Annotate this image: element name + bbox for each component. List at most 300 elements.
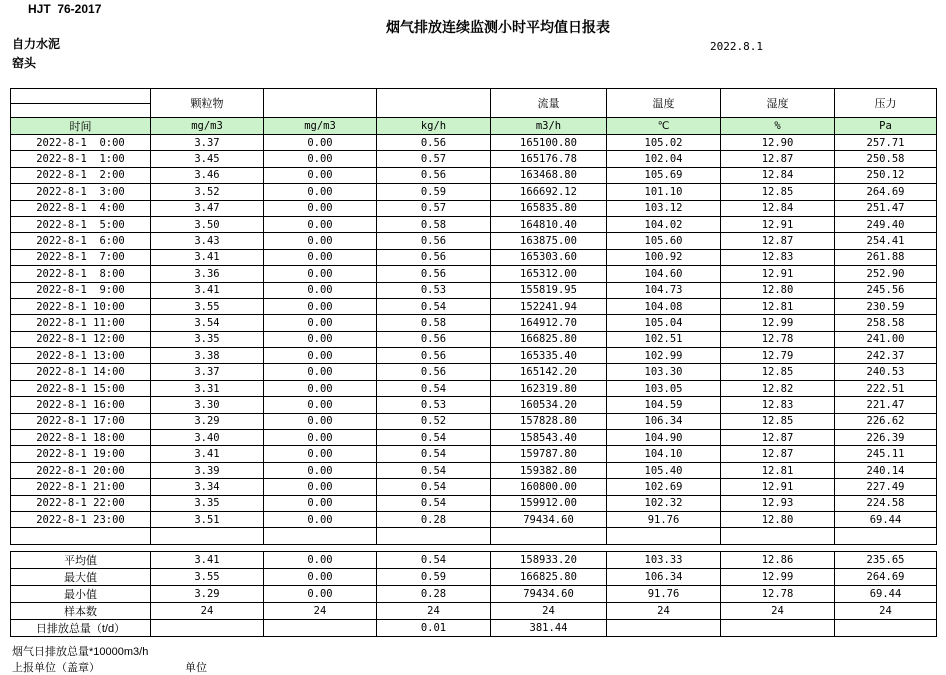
- value-cell: 12.80: [721, 282, 835, 298]
- header-time: 时间: [11, 118, 151, 135]
- value-cell: 0.59: [377, 184, 491, 200]
- table-row: [11, 619, 937, 636]
- summary-rows-body: [11, 551, 937, 636]
- value-cell: 3.50: [151, 216, 264, 232]
- value-cell: 0.00: [264, 568, 377, 585]
- empty-row: [11, 528, 937, 544]
- main-data-table: [10, 88, 937, 545]
- value-cell: 240.14: [835, 462, 937, 478]
- value-cell: 164912.70: [491, 315, 607, 331]
- value-cell: 105.02: [607, 135, 721, 151]
- value-cell: 0.00: [264, 495, 377, 511]
- row-label-cell: 2022-8-1 13:00: [11, 348, 151, 364]
- value-cell: 101.10: [607, 184, 721, 200]
- table-row: [11, 462, 937, 478]
- value-cell: 105.69: [607, 167, 721, 183]
- table-row: [11, 216, 937, 232]
- company-name: 自力水泥: [12, 37, 61, 51]
- value-cell: 164810.40: [491, 216, 607, 232]
- value-cell: 3.35: [151, 495, 264, 511]
- value-cell: 79434.60: [491, 585, 607, 602]
- table-row: [11, 167, 937, 183]
- value-cell: 104.73: [607, 282, 721, 298]
- value-cell: 230.59: [835, 298, 937, 314]
- value-cell: 106.34: [607, 413, 721, 429]
- value-cell: 24: [264, 602, 377, 619]
- row-label-cell: 2022-8-1 17:00: [11, 413, 151, 429]
- value-cell: 0.00: [264, 348, 377, 364]
- value-cell: 0.56: [377, 348, 491, 364]
- group-header-row: [11, 89, 937, 104]
- value-cell: [151, 619, 264, 636]
- footnote-unit: 单位: [185, 662, 207, 674]
- doc-standard-code: HJT 76-2017: [28, 2, 102, 16]
- footnote-flow-total: 烟气日排放总量*10000m3/h: [12, 646, 149, 658]
- value-cell: 12.81: [721, 298, 835, 314]
- table-row: [11, 585, 937, 602]
- value-cell: 3.46: [151, 167, 264, 183]
- value-cell: 3.41: [151, 249, 264, 265]
- value-cell: 235.65: [835, 551, 937, 568]
- table-row: [11, 495, 937, 511]
- value-cell: 0.52: [377, 413, 491, 429]
- footnote-report-unit: 上报单位（盖章）: [12, 662, 100, 674]
- value-cell: 12.93: [721, 495, 835, 511]
- value-cell: 0.54: [377, 430, 491, 446]
- value-cell: 0.56: [377, 167, 491, 183]
- table-row: [11, 233, 937, 249]
- value-cell: 0.00: [264, 511, 377, 527]
- value-cell: 12.91: [721, 266, 835, 282]
- table-row: [11, 315, 937, 331]
- value-cell: [607, 619, 721, 636]
- value-cell: 152241.94: [491, 298, 607, 314]
- value-cell: 245.11: [835, 446, 937, 462]
- value-cell: 226.39: [835, 430, 937, 446]
- table-row: [11, 602, 937, 619]
- value-cell: 0.00: [264, 266, 377, 282]
- value-cell: 102.04: [607, 151, 721, 167]
- value-cell: 3.47: [151, 200, 264, 216]
- value-cell: 157828.80: [491, 413, 607, 429]
- value-cell: 240.53: [835, 364, 937, 380]
- value-cell: 0.00: [264, 184, 377, 200]
- value-cell: 0.00: [264, 233, 377, 249]
- value-cell: 251.47: [835, 200, 937, 216]
- value-cell: 3.37: [151, 364, 264, 380]
- value-cell: 0.00: [264, 397, 377, 413]
- row-label-cell: 平均值: [11, 551, 151, 568]
- value-cell: 104.08: [607, 298, 721, 314]
- value-cell: 12.87: [721, 446, 835, 462]
- value-cell: 166825.80: [491, 331, 607, 347]
- value-cell: 102.69: [607, 479, 721, 495]
- value-cell: 160534.20: [491, 397, 607, 413]
- value-cell: 0.00: [264, 430, 377, 446]
- value-cell: 3.41: [151, 282, 264, 298]
- value-cell: 0.00: [264, 167, 377, 183]
- value-cell: 0.00: [264, 135, 377, 151]
- value-cell: 12.82: [721, 380, 835, 396]
- value-cell: 104.90: [607, 430, 721, 446]
- value-cell: 12.99: [721, 568, 835, 585]
- value-cell: 0.56: [377, 331, 491, 347]
- value-cell: 264.69: [835, 184, 937, 200]
- monitor-point-name: 窑头: [12, 56, 37, 70]
- row-label-cell: 2022-8-1 18:00: [11, 430, 151, 446]
- summary-table: [10, 551, 937, 637]
- table-row: [11, 446, 937, 462]
- value-cell: 163875.00: [491, 233, 607, 249]
- unit-celsius: ℃: [607, 118, 721, 135]
- value-cell: 3.29: [151, 413, 264, 429]
- value-cell: 3.43: [151, 233, 264, 249]
- value-cell: 0.00: [264, 282, 377, 298]
- header-humidity: 湿度: [721, 89, 835, 118]
- row-label-cell: 2022-8-1 12:00: [11, 331, 151, 347]
- empty-cell: [151, 528, 264, 544]
- row-label-cell: 2022-8-1 10:00: [11, 298, 151, 314]
- value-cell: 12.80: [721, 511, 835, 527]
- value-cell: 103.33: [607, 551, 721, 568]
- value-cell: 0.54: [377, 551, 491, 568]
- value-cell: 0.56: [377, 135, 491, 151]
- value-cell: 3.37: [151, 135, 264, 151]
- value-cell: 0.01: [377, 619, 491, 636]
- table-row: [11, 568, 937, 585]
- value-cell: 254.41: [835, 233, 937, 249]
- value-cell: 165335.40: [491, 348, 607, 364]
- value-cell: 0.00: [264, 315, 377, 331]
- value-cell: 227.49: [835, 479, 937, 495]
- value-cell: 69.44: [835, 585, 937, 602]
- value-cell: 100.92: [607, 249, 721, 265]
- value-cell: 3.30: [151, 397, 264, 413]
- value-cell: 3.51: [151, 511, 264, 527]
- row-label-cell: 2022-8-1 21:00: [11, 479, 151, 495]
- empty-cell: [721, 528, 835, 544]
- row-label-cell: 2022-8-1 6:00: [11, 233, 151, 249]
- unit-kg-h: kg/h: [377, 118, 491, 135]
- value-cell: 257.71: [835, 135, 937, 151]
- value-cell: 0.00: [264, 151, 377, 167]
- row-label-cell: 日排放总量（t/d）: [11, 619, 151, 636]
- value-cell: 159382.80: [491, 462, 607, 478]
- table-row: [11, 184, 937, 200]
- value-cell: 24: [607, 602, 721, 619]
- table-row: [11, 151, 937, 167]
- row-label-cell: 2022-8-1 16:00: [11, 397, 151, 413]
- value-cell: 0.54: [377, 462, 491, 478]
- value-cell: 249.40: [835, 216, 937, 232]
- value-cell: 165176.78: [491, 151, 607, 167]
- unit-percent: %: [721, 118, 835, 135]
- value-cell: 3.29: [151, 585, 264, 602]
- value-cell: 0.58: [377, 216, 491, 232]
- value-cell: 0.00: [264, 413, 377, 429]
- table-row: [11, 266, 937, 282]
- value-cell: 159912.00: [491, 495, 607, 511]
- table-row: [11, 200, 937, 216]
- value-cell: 160800.00: [491, 479, 607, 495]
- row-label-cell: 2022-8-1 5:00: [11, 216, 151, 232]
- table-row: [11, 413, 937, 429]
- value-cell: 221.47: [835, 397, 937, 413]
- value-cell: 12.99: [721, 315, 835, 331]
- value-cell: 222.51: [835, 380, 937, 396]
- value-cell: 104.59: [607, 397, 721, 413]
- value-cell: 0.58: [377, 315, 491, 331]
- table-row: [11, 430, 937, 446]
- value-cell: 250.12: [835, 167, 937, 183]
- value-cell: 165312.00: [491, 266, 607, 282]
- row-label-cell: 最小值: [11, 585, 151, 602]
- value-cell: 3.54: [151, 315, 264, 331]
- value-cell: 155819.95: [491, 282, 607, 298]
- value-cell: 250.58: [835, 151, 937, 167]
- row-label-cell: 样本数: [11, 602, 151, 619]
- row-label-cell: 2022-8-1 0:00: [11, 135, 151, 151]
- value-cell: 0.28: [377, 585, 491, 602]
- value-cell: 24: [151, 602, 264, 619]
- value-cell: 381.44: [491, 619, 607, 636]
- value-cell: 103.12: [607, 200, 721, 216]
- value-cell: 0.54: [377, 479, 491, 495]
- value-cell: 105.40: [607, 462, 721, 478]
- value-cell: [835, 619, 937, 636]
- table-row: [11, 348, 937, 364]
- value-cell: 165100.80: [491, 135, 607, 151]
- value-cell: 91.76: [607, 585, 721, 602]
- value-cell: 258.58: [835, 315, 937, 331]
- value-cell: 0.00: [264, 551, 377, 568]
- row-label-cell: 最大值: [11, 568, 151, 585]
- value-cell: [721, 619, 835, 636]
- value-cell: 105.04: [607, 315, 721, 331]
- value-cell: 0.54: [377, 380, 491, 396]
- value-cell: 0.00: [264, 200, 377, 216]
- value-cell: 158543.40: [491, 430, 607, 446]
- empty-cell: [11, 528, 151, 544]
- value-cell: 3.40: [151, 430, 264, 446]
- empty-cell: [377, 528, 491, 544]
- value-cell: 241.00: [835, 331, 937, 347]
- value-cell: 158933.20: [491, 551, 607, 568]
- value-cell: 3.41: [151, 446, 264, 462]
- row-label-cell: 2022-8-1 19:00: [11, 446, 151, 462]
- header-temperature: 温度: [607, 89, 721, 118]
- value-cell: 0.00: [264, 249, 377, 265]
- row-label-cell: 2022-8-1 1:00: [11, 151, 151, 167]
- value-cell: 159787.80: [491, 446, 607, 462]
- unit-m3-h: m3/h: [491, 118, 607, 135]
- row-label-cell: 2022-8-1 8:00: [11, 266, 151, 282]
- value-cell: 0.53: [377, 282, 491, 298]
- header-blank-cell: [11, 89, 151, 104]
- table-row: [11, 511, 937, 527]
- value-cell: 0.57: [377, 151, 491, 167]
- header-particulate: 颗粒物: [151, 89, 264, 118]
- table-row: [11, 380, 937, 396]
- value-cell: 0.56: [377, 266, 491, 282]
- report-table-area: [10, 88, 938, 637]
- header-blank-cell: [11, 103, 151, 118]
- value-cell: 3.52: [151, 184, 264, 200]
- value-cell: 104.02: [607, 216, 721, 232]
- value-cell: 24: [377, 602, 491, 619]
- header-blank-cell: [264, 89, 377, 118]
- value-cell: 12.90: [721, 135, 835, 151]
- value-cell: 165835.80: [491, 200, 607, 216]
- value-cell: 12.91: [721, 479, 835, 495]
- value-cell: 264.69: [835, 568, 937, 585]
- value-cell: 0.56: [377, 249, 491, 265]
- value-cell: 12.83: [721, 397, 835, 413]
- value-cell: 102.51: [607, 331, 721, 347]
- value-cell: 0.59: [377, 568, 491, 585]
- value-cell: 0.53: [377, 397, 491, 413]
- value-cell: 104.60: [607, 266, 721, 282]
- value-cell: 105.60: [607, 233, 721, 249]
- empty-cell: [491, 528, 607, 544]
- value-cell: 0.56: [377, 364, 491, 380]
- empty-cell: [607, 528, 721, 544]
- header-blank-cell: [377, 89, 491, 118]
- unit-header-row: [11, 118, 937, 135]
- value-cell: 163468.80: [491, 167, 607, 183]
- value-cell: 104.10: [607, 446, 721, 462]
- value-cell: 226.62: [835, 413, 937, 429]
- value-cell: 106.34: [607, 568, 721, 585]
- report-date: 2022.8.1: [710, 40, 763, 53]
- value-cell: 0.54: [377, 446, 491, 462]
- value-cell: 242.37: [835, 348, 937, 364]
- value-cell: 224.58: [835, 495, 937, 511]
- value-cell: 3.45: [151, 151, 264, 167]
- value-cell: 12.85: [721, 413, 835, 429]
- table-row: [11, 479, 937, 495]
- value-cell: 12.81: [721, 462, 835, 478]
- value-cell: 3.31: [151, 380, 264, 396]
- table-row: [11, 397, 937, 413]
- value-cell: 91.76: [607, 511, 721, 527]
- value-cell: 12.87: [721, 151, 835, 167]
- table-row: [11, 331, 937, 347]
- value-cell: 12.87: [721, 233, 835, 249]
- value-cell: 0.28: [377, 511, 491, 527]
- value-cell: 12.84: [721, 167, 835, 183]
- value-cell: 12.78: [721, 585, 835, 602]
- row-label-cell: 2022-8-1 11:00: [11, 315, 151, 331]
- table-row: [11, 249, 937, 265]
- value-cell: 0.54: [377, 298, 491, 314]
- value-cell: 3.39: [151, 462, 264, 478]
- unit-pa: Pa: [835, 118, 937, 135]
- value-cell: 3.36: [151, 266, 264, 282]
- value-cell: 166692.12: [491, 184, 607, 200]
- value-cell: 3.35: [151, 331, 264, 347]
- value-cell: 24: [835, 602, 937, 619]
- value-cell: 3.55: [151, 298, 264, 314]
- value-cell: 79434.60: [491, 511, 607, 527]
- value-cell: 102.32: [607, 495, 721, 511]
- table-row: [11, 364, 937, 380]
- value-cell: 3.34: [151, 479, 264, 495]
- value-cell: 12.86: [721, 551, 835, 568]
- value-cell: 162319.80: [491, 380, 607, 396]
- value-cell: 0.00: [264, 331, 377, 347]
- hourly-rows-body: [11, 135, 937, 528]
- header-flow: 流量: [491, 89, 607, 118]
- value-cell: 0.57: [377, 200, 491, 216]
- value-cell: 12.85: [721, 184, 835, 200]
- row-label-cell: 2022-8-1 23:00: [11, 511, 151, 527]
- value-cell: 0.00: [264, 298, 377, 314]
- value-cell: 165142.20: [491, 364, 607, 380]
- value-cell: 12.87: [721, 430, 835, 446]
- row-label-cell: 2022-8-1 14:00: [11, 364, 151, 380]
- value-cell: 24: [491, 602, 607, 619]
- value-cell: 165303.60: [491, 249, 607, 265]
- row-label-cell: 2022-8-1 4:00: [11, 200, 151, 216]
- value-cell: 103.30: [607, 364, 721, 380]
- value-cell: 69.44: [835, 511, 937, 527]
- value-cell: 252.90: [835, 266, 937, 282]
- header-pressure: 压力: [835, 89, 937, 118]
- value-cell: 0.00: [264, 216, 377, 232]
- value-cell: 102.99: [607, 348, 721, 364]
- value-cell: 166825.80: [491, 568, 607, 585]
- row-label-cell: 2022-8-1 3:00: [11, 184, 151, 200]
- table-row: [11, 282, 937, 298]
- row-label-cell: 2022-8-1 22:00: [11, 495, 151, 511]
- value-cell: 0.00: [264, 380, 377, 396]
- empty-cell: [264, 528, 377, 544]
- value-cell: 12.79: [721, 348, 835, 364]
- value-cell: 261.88: [835, 249, 937, 265]
- value-cell: 0.00: [264, 585, 377, 602]
- empty-cell: [835, 528, 937, 544]
- value-cell: 0.00: [264, 462, 377, 478]
- value-cell: 0.00: [264, 446, 377, 462]
- value-cell: 12.84: [721, 200, 835, 216]
- value-cell: 3.38: [151, 348, 264, 364]
- unit-mg-m3: mg/m3: [264, 118, 377, 135]
- row-label-cell: 2022-8-1 15:00: [11, 380, 151, 396]
- value-cell: [264, 619, 377, 636]
- value-cell: 0.56: [377, 233, 491, 249]
- table-row: [11, 551, 937, 568]
- value-cell: 245.56: [835, 282, 937, 298]
- row-label-cell: 2022-8-1 7:00: [11, 249, 151, 265]
- row-label-cell: 2022-8-1 2:00: [11, 167, 151, 183]
- value-cell: 0.00: [264, 479, 377, 495]
- value-cell: 12.83: [721, 249, 835, 265]
- row-label-cell: 2022-8-1 9:00: [11, 282, 151, 298]
- value-cell: 3.41: [151, 551, 264, 568]
- value-cell: 0.00: [264, 364, 377, 380]
- value-cell: 24: [721, 602, 835, 619]
- unit-mg-m3: mg/m3: [151, 118, 264, 135]
- value-cell: 12.78: [721, 331, 835, 347]
- value-cell: 12.91: [721, 216, 835, 232]
- table-row: [11, 135, 937, 151]
- value-cell: 103.05: [607, 380, 721, 396]
- value-cell: 0.54: [377, 495, 491, 511]
- table-row: [11, 298, 937, 314]
- value-cell: 3.55: [151, 568, 264, 585]
- page-title: 烟气排放连续监测小时平均值日报表: [386, 19, 610, 35]
